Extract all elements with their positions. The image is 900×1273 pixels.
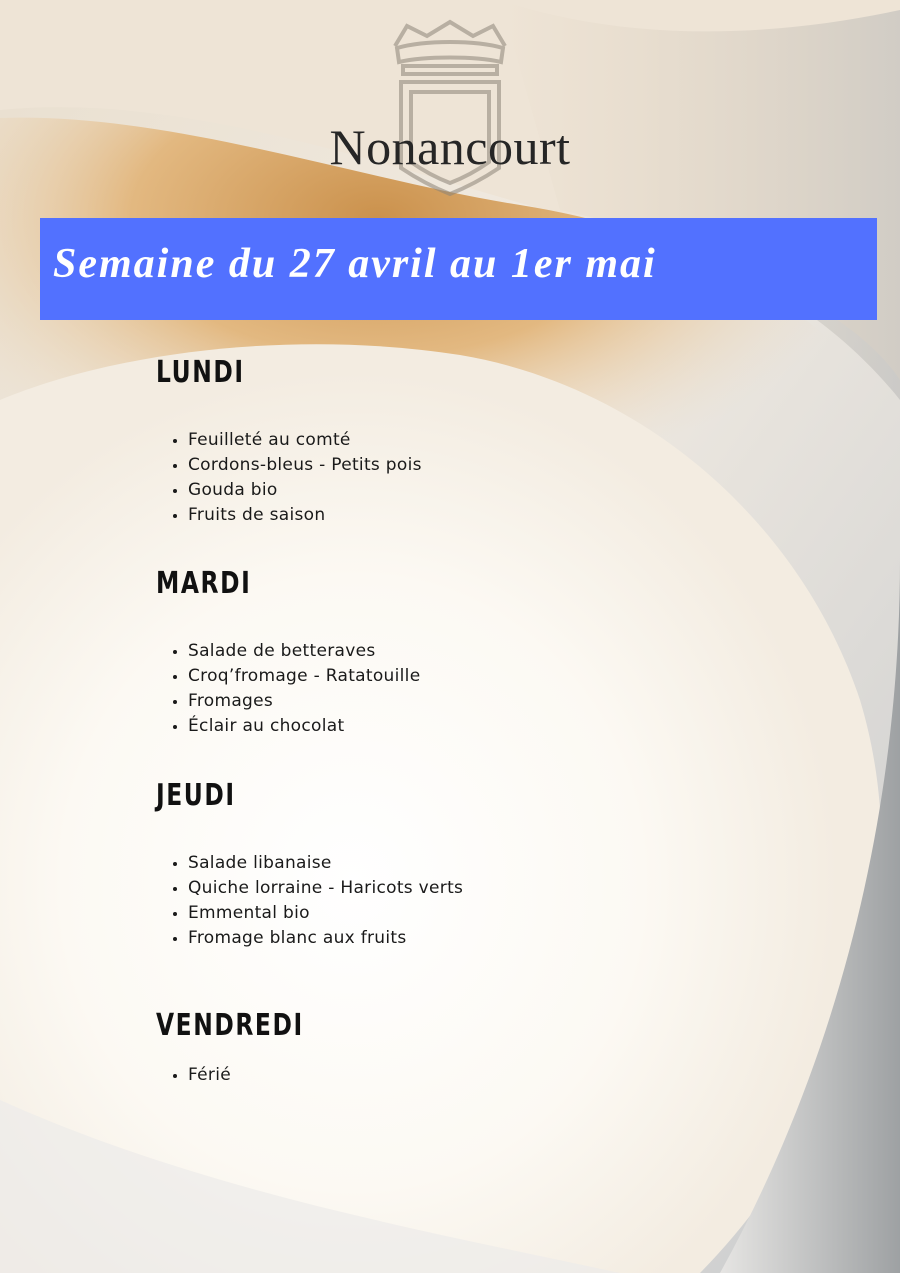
day-section-lundi: [156, 355, 422, 528]
menu-list-lundi: [156, 428, 422, 528]
menu-item: • Cordons-bleus - Petits pois: [188, 453, 422, 478]
day-section-jeudi: [156, 778, 463, 951]
menu-list-mardi: [156, 639, 420, 739]
day-title-jeudi: JEUDI: [156, 778, 236, 813]
menu-item: • Éclair au chocolat: [188, 714, 420, 739]
menu-item: • Emmental bio: [188, 901, 463, 926]
day-section-vendredi: [156, 1008, 345, 1088]
menu-item: • Feuilleté au comté: [188, 428, 422, 453]
town-name: Nonancourt: [329, 119, 571, 175]
day-title-vendredi: VENDREDI: [156, 1008, 304, 1043]
day-title-lundi: LUNDI: [156, 355, 245, 390]
menu-item: • Salade de betteraves: [188, 639, 420, 664]
week-title: Semaine du 27 avril au 1er mai: [53, 241, 657, 287]
menu-list-vendredi: [156, 1063, 345, 1088]
menu-item: • Fromages: [188, 689, 420, 714]
day-section-mardi: [156, 566, 420, 739]
menu-item: • Fromage blanc aux fruits: [188, 926, 463, 951]
day-title-mardi: MARDI: [156, 566, 252, 601]
menu-item: • Quiche lorraine - Haricots verts: [188, 876, 463, 901]
menu-item: • Fruits de saison: [188, 503, 422, 528]
menu-item: • Férié: [188, 1063, 345, 1088]
menu-item: • Salade libanaise: [188, 851, 463, 876]
week-banner: [40, 218, 877, 320]
menu-item: • Gouda bio: [188, 478, 422, 503]
menu-item: • Croq’fromage - Ratatouille: [188, 664, 420, 689]
menu-list-jeudi: [156, 851, 463, 951]
